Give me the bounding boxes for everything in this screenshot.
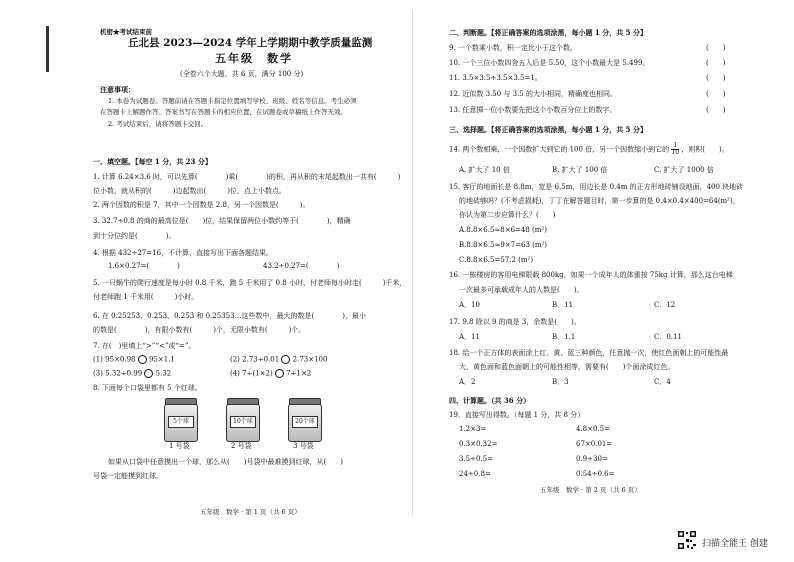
answer-paren-13[interactable]: ( ) bbox=[706, 106, 726, 114]
question-5a: 5. 一只蜗牛的爬行速度是每小时 0.8 千米，跑 5 千米用了 0.8 小时，付老师每小时走( )千米， bbox=[93, 279, 407, 287]
question-4b: 1.6×0.27=( ) bbox=[108, 262, 180, 270]
question-8b: 号袋一定能摸到红球。 bbox=[93, 472, 163, 480]
section-2-heading: 二、判断题。【将正确答案的选项涂黑，每小题 1 分，共 5 分】 bbox=[449, 28, 647, 37]
footer-page-2: 五年级 数学 · 第 2 页（共 6 页） bbox=[540, 486, 641, 494]
answer-paren-9[interactable]: ( ) bbox=[706, 44, 726, 52]
q16-option-b[interactable]: B．11 bbox=[552, 301, 574, 309]
compare-circle[interactable] bbox=[275, 369, 284, 378]
question-14 bbox=[449, 143, 729, 156]
scanner-watermark: 扫描全能王 创建 bbox=[702, 539, 768, 549]
question-8: 8. 下面每个口袋里都有 5 个红球。 bbox=[93, 384, 202, 392]
q18-option-b[interactable]: B．3 bbox=[552, 378, 569, 386]
q7-item-4b: 7÷1×2 bbox=[286, 369, 312, 378]
question-4c: 43.2÷0.27=( ) bbox=[263, 262, 340, 270]
question-19: 19．直接写出得数。（每题 1 分，共 8 分） bbox=[449, 411, 585, 419]
question-7-row1-right bbox=[230, 355, 327, 365]
section-4-heading: 四、计算题。（共 36 分） bbox=[449, 396, 531, 405]
question-6a: 6. 在 0.25253、0.253、0.25̇3̇ 和 0.25353…这些数中，最大的数是( )，最小 bbox=[93, 312, 367, 320]
question-3a: 3. 32.7÷0.8 的商的最高位是( )位，结果保留两位小数约等于( )，精确 bbox=[93, 217, 351, 225]
calc-2: 4.8×0.5= bbox=[576, 425, 610, 433]
calc-5: 3.5÷0.5= bbox=[459, 455, 493, 463]
q7-item-3: (3) 5.32÷0.99 bbox=[93, 369, 143, 378]
q16-option-c[interactable]: C．12 bbox=[654, 301, 676, 309]
section-3-heading: 三、选择题。【将正确答案的选项涂黑，每小题 1 分，共 5 分】 bbox=[449, 125, 647, 134]
q7-item-2: (2) 2.73÷0.01 bbox=[230, 355, 280, 364]
bag-1-label: 5个球 bbox=[168, 416, 194, 428]
q18-option-c[interactable]: C．4 bbox=[654, 378, 671, 386]
question-1a: 1. 计算 6.24×3.6 时，可以先算( )乘( )的积，再从积的末尾起数出一共有( ) bbox=[93, 173, 401, 181]
question-15c: 你认为第二步应算什么？( ) bbox=[459, 211, 556, 219]
bag-3-caption: 3 号袋 bbox=[293, 442, 314, 450]
q7-item-1: (1) 95×0.98 bbox=[93, 355, 136, 364]
question-15b: 的地砖够吗？(不考虑损耗)，丁丁在解答题目时，第一步算的是 0.4×0.4×400=64(m²)， bbox=[459, 197, 740, 205]
fraction-numerator: 1 bbox=[673, 142, 678, 149]
question-4a: 4. 根据 432÷27=16，不计算，直接写出下面各题结果。 bbox=[93, 249, 274, 257]
fraction-one-tenth bbox=[671, 143, 679, 156]
question-17: 17. 9.8 除以 9 的商是 3，余数是( )。 bbox=[449, 318, 581, 326]
question-7-row1 bbox=[93, 355, 175, 365]
bag-3-label: 20个球 bbox=[292, 416, 318, 428]
question-11: 11. 3.5×3.5÷3.5×3.5=1。 bbox=[449, 74, 542, 82]
calc-7: 24÷0.8= bbox=[459, 470, 491, 478]
question-14-tail: ，则积( )。 bbox=[681, 145, 729, 154]
secret-mark: 机密★考试结束前 bbox=[100, 28, 152, 36]
exam-title: 丘北县 2023—2024 学年上学期期中教学质量监测 bbox=[128, 37, 373, 49]
calc-8: 0.54÷0.6= bbox=[576, 470, 615, 478]
q14-option-a[interactable]: A. 扩大了 10 倍 bbox=[459, 166, 510, 174]
question-9: 9. 一个数乘小数，积一定比小于这个数。 bbox=[449, 44, 577, 52]
q17-option-c[interactable]: C．0.11 bbox=[654, 333, 682, 341]
question-5b: 付老师跑 1 千米用( )小时。 bbox=[93, 293, 199, 301]
q15-option-c[interactable]: C.8.8×6.5=57.2 (m²) bbox=[459, 256, 534, 264]
note-1b: 在答题卡上解题作答。答案书写在答题卡的相应位置，在试题卷或草稿纸上作答无效。 bbox=[100, 108, 347, 116]
question-18b: 大，黄色面和蓝色面朝上的可能性相等，需要有( )个面涂成红色。 bbox=[459, 363, 675, 371]
exam-page-2 bbox=[412, 0, 794, 562]
q7-item-2b: 2.73×100 bbox=[292, 355, 328, 364]
question-14-text: 14. 两个数相乘，一个因数扩大到它的 100 倍，另一个因数缩小到它的 bbox=[449, 145, 670, 154]
q15-option-b[interactable]: B.8.8×6.5≈9×7=63 (m²) bbox=[459, 241, 548, 249]
q15-option-a[interactable]: A.8.8×6.5≈8×6=48 (m²) bbox=[459, 226, 547, 234]
q7-item-4: (4) 7÷(1×2) bbox=[230, 369, 273, 378]
note-2: 2. 考试结束后，请将答题卡交回。 bbox=[108, 120, 208, 128]
answer-paren-10[interactable]: ( ) bbox=[706, 59, 726, 67]
notes-heading: 注意事项： bbox=[100, 85, 135, 94]
question-8a: 如果从口袋中任意摸出一个球，那么从( )号袋中最难摸到红球，从( ) bbox=[108, 458, 343, 466]
question-7-row2 bbox=[93, 369, 171, 379]
question-18a: 18. 给一个正方体的表面涂上红、黄、蓝三种颜色，任意抛一次，使红色面朝上的可能性最 bbox=[449, 349, 729, 357]
question-1b: 位小数，就从积的( )边起数出( )位，点上小数点。 bbox=[93, 187, 286, 195]
qr-code-icon bbox=[677, 530, 697, 550]
exam-info: (全卷六个大题，共 6 页，满分 100 分) bbox=[180, 70, 304, 78]
compare-circle[interactable] bbox=[281, 355, 290, 364]
q18-option-a[interactable]: A．2 bbox=[459, 378, 476, 386]
q7-item-3b: 5.32 bbox=[155, 369, 172, 378]
question-7: 7. 在( )里填上“>”“<”或“=”。 bbox=[93, 342, 196, 350]
compare-circle[interactable] bbox=[144, 369, 153, 378]
question-12: 12. 近似数 3.50 与 3.5 的大小相同，精确度也相同。 bbox=[449, 90, 617, 98]
bag-1-caption: 1 号袋 bbox=[169, 442, 190, 450]
footer-page-1: 五年级 数学 · 第 1 页（共 6 页） bbox=[200, 508, 301, 516]
fraction-denominator: 10 bbox=[671, 149, 680, 156]
question-15a: 15. 客厅的地面长是 8.8m，宽是 6.5m，用边长是 0.4m 的正方形地砖铺设地面，400 块地砖 bbox=[449, 183, 744, 191]
bag-2-caption: 2 号袋 bbox=[231, 442, 252, 450]
q16-option-a[interactable]: A．10 bbox=[459, 301, 480, 309]
q14-option-b[interactable]: B. 扩大了 100 倍 bbox=[552, 166, 608, 174]
question-2: 2. 两个因数的积是 7，其中一个因数是 2.8，另一个因数是( )。 bbox=[93, 201, 310, 209]
calc-6: 0.9÷30= bbox=[576, 455, 608, 463]
section-1-heading: 一、填空题。【每空 1 分，共 23 分】 bbox=[93, 157, 212, 166]
question-10: 10. 一个三位小数四舍五入后是 5.50，这个小数最大是 5.499。 bbox=[449, 59, 650, 67]
q17-option-a[interactable]: A．11 bbox=[459, 333, 480, 341]
question-6b: 的数是( )，有限小数有( )个，无限小数有( )个。 bbox=[93, 326, 306, 334]
answer-paren-12[interactable]: ( ) bbox=[706, 90, 726, 98]
exam-subtitle: 五年级 数学 bbox=[215, 52, 293, 65]
question-13: 13. 任意掷一位小数要先把这个小数百分位上的数字。 bbox=[449, 106, 617, 114]
calc-3: 0.3×0.32= bbox=[459, 440, 498, 448]
q7-item-1b: 95×1.1 bbox=[148, 355, 175, 364]
calc-1: 1.2×3= bbox=[459, 425, 487, 433]
question-3b: 到十分位约是( )。 bbox=[93, 232, 176, 240]
calc-4: 67×0.01= bbox=[576, 440, 613, 448]
note-1a: 1. 本卷为试题卷。答题前请在答题卡指定位置填写学校、班级、姓名等信息。考生必须 bbox=[108, 97, 357, 105]
q17-option-b[interactable]: B．1.1 bbox=[552, 333, 576, 341]
question-16b: 一次最多可承载成年人的人数是( )。 bbox=[459, 286, 584, 294]
bag-2-label: 10个球 bbox=[230, 416, 256, 428]
question-16a: 16. 一栋楼房的客用电梯限载 800kg，如果一个成年人的体重按 75kg 计算，那么这台电梯 bbox=[449, 271, 733, 279]
compare-circle[interactable] bbox=[138, 355, 147, 364]
question-7-row2-right bbox=[230, 369, 311, 379]
answer-paren-11[interactable]: ( ) bbox=[706, 74, 726, 82]
q14-option-c[interactable]: C. 扩大了 1000 倍 bbox=[654, 166, 714, 174]
